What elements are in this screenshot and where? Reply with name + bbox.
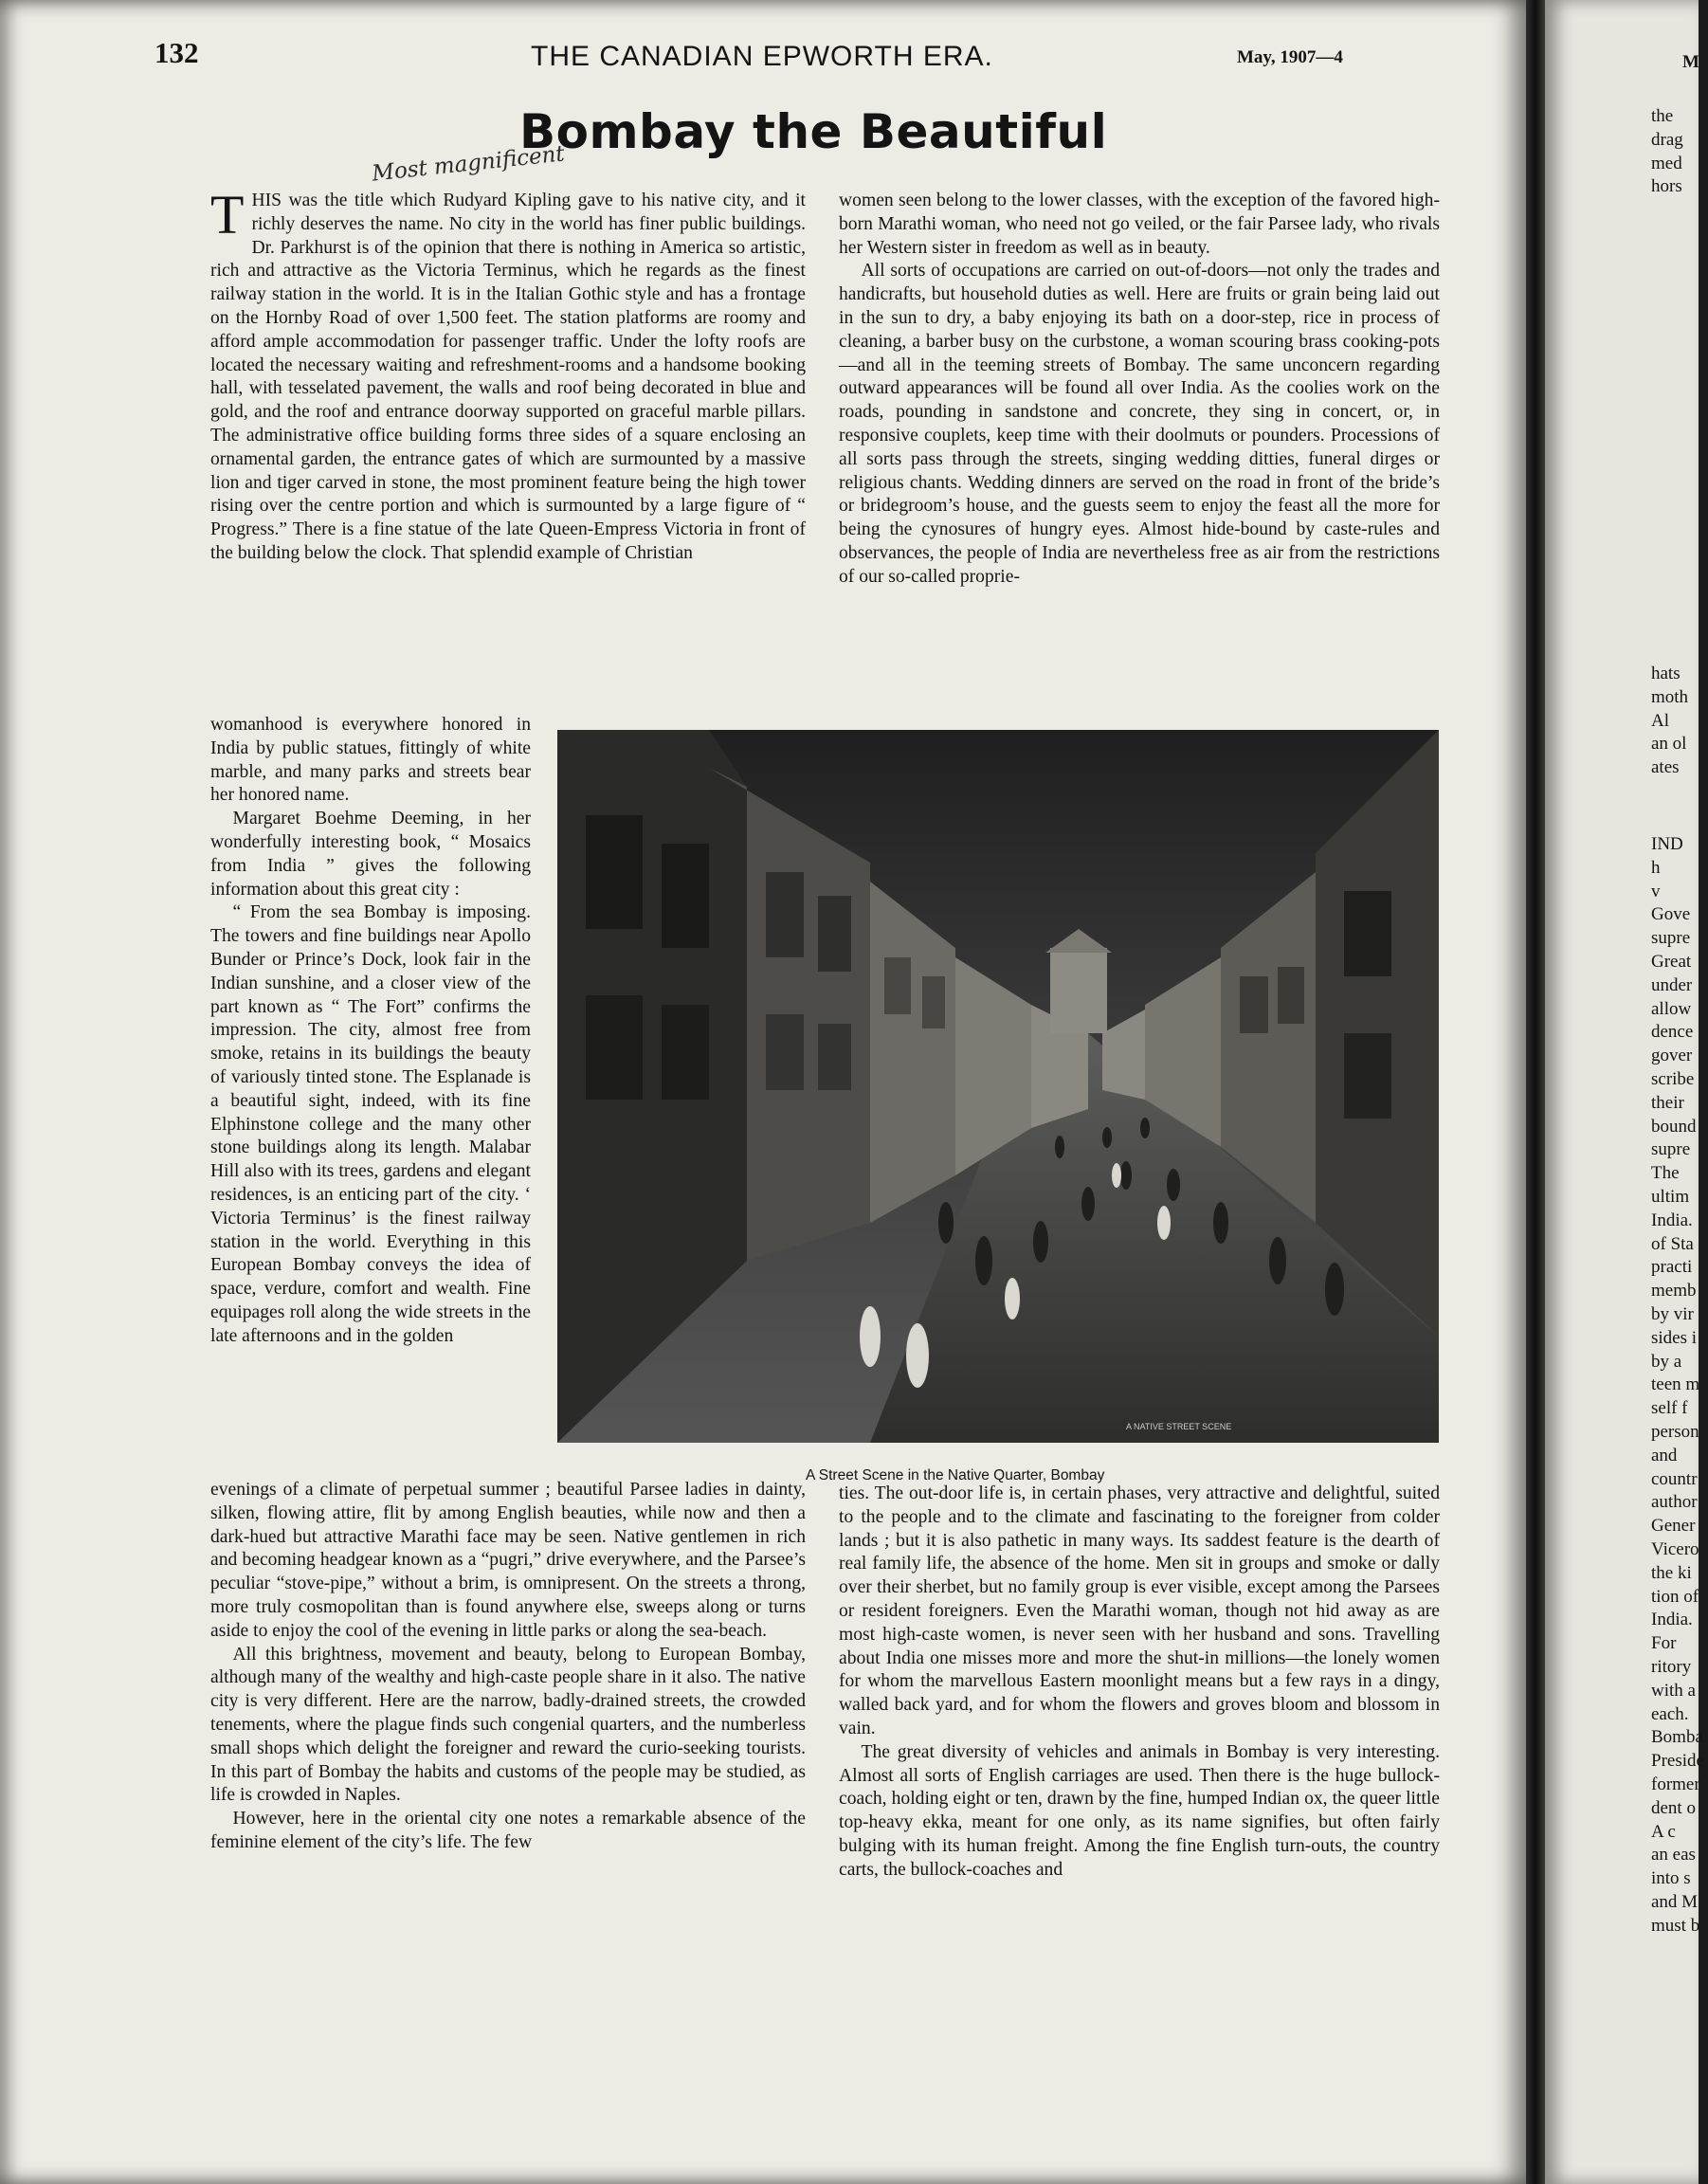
handwritten-annotation: Most magnificent [371, 141, 566, 187]
issue-date: May, 1907—4 [1237, 47, 1343, 67]
paragraph: womanhood is everywhere honored in India by public statues, fittingly of white marble, and many parks and streets bear her honored name. [210, 715, 531, 806]
paragraph: ties. The out-door life is, in certain phases, very attractive and delightful, suited to the people and to the climate and fascinating to the foreigner from colder lands ; but it is also pathetic in many ways. Its saddest feature is the dearth of real family life, the absence of the home. Men sit in groups and smoke or dally over their sherbet, but no family group is ever visible, except among the Parsees or resident foreigners. Even the Marathi woman, though not hid away as are most high-caste women, is never seen with her husband and sons. Travelling about India one misses more and more the shut-in millions—the lonely women for whom the marvellous Eastern moonlight means but a few rays in a dingy, walled back yard, and for whom the flowers and groves bloom and blossom in vain. [839, 1483, 1440, 1738]
adjacent-page-fragment: IND [1651, 834, 1683, 854]
adjacent-page-fragment: ritory [1651, 1657, 1692, 1677]
adjacent-page-fragment: ates [1651, 757, 1680, 778]
page-gutter [1526, 0, 1545, 2184]
paragraph: All sorts of occupations are carried on out-of-doors—not only the trades and handicrafts, but household duties as well. Here are fruits or grain being laid out in the sun to dry, a baby enjoying its bath on a door-step, rice in process of cleaning, a barber busy on the curbstone, a woman scouring brass cooking-pots—and all in the teeming streets of Bombay. The same unconcern regarding outward appearances will be found all over India. As the coolies work on the roads, pounding in sandstone and concrete, they sing in concert, or, in responsive couplets, keep time with their doolmuts or pounders. Processions of all sorts pass through the streets, singing wedding ditties, funeral dirges or religious chants. Wedding dinners are served on the road in front of the bride’s or bridegroom’s house, and the guests seem to enjoy the feast all the more for being the cynosures of hungry eyes. Almost hide-bound by caste-rules and observances, the people of India are nevertheless free as air from the restrictions of our so-called proprie- [839, 261, 1440, 587]
plate-inscription: A NATIVE STREET SCENE [1126, 1422, 1232, 1431]
adjacent-page-fragment: their [1651, 1092, 1684, 1113]
street-scene-illustration [557, 730, 1439, 1443]
adjacent-page-fragment: practi [1651, 1257, 1693, 1278]
adjacent-page-fragment: Gener [1651, 1516, 1696, 1537]
adjacent-page-fragment: author [1651, 1492, 1698, 1513]
adjacent-page-fragment: and M [1651, 1892, 1699, 1912]
adjacent-page-fragment: Great [1651, 952, 1692, 972]
page-number: 132 [154, 36, 199, 69]
paragraph: The great diversity of vehicles and animals in Bombay is very interesting. Almost all sorts of English carriages are used. Then there is the huge bullock-coach, holding eight or ten, drawn by the fine, humped Indian ox, the queer little top-heavy ekka, meant for one only, as its name signifies, but often fairly bulging with its human freight. Among the fine English turn-outs, the country carts, the bullock-coaches and [839, 1741, 1440, 1880]
article-title: Bombay the Beautiful [519, 104, 1108, 159]
journal-title: THE CANADIAN EPWORTH ERA. [531, 41, 993, 72]
adjacent-page-fragment: h [1651, 857, 1661, 878]
adjacent-page-fragment: Al [1651, 710, 1669, 731]
street-scene-photo [557, 730, 1439, 1443]
adjacent-page-header: M [1682, 52, 1699, 72]
adjacent-page-fragment: the [1651, 106, 1674, 126]
adjacent-page-fragment: an eas [1651, 1845, 1696, 1866]
article-column-right-top [839, 190, 1440, 590]
adjacent-page-fragment: tion of [1651, 1586, 1699, 1607]
article-column-left-top [210, 184, 806, 566]
adjacent-page-fragment: by vir [1651, 1304, 1694, 1324]
adjacent-page-fragment: The [1651, 1163, 1680, 1184]
adjacent-page-fragment: Vicero [1651, 1539, 1699, 1559]
adjacent-page [1545, 0, 1704, 2184]
adjacent-page-fragment: Preside [1651, 1751, 1704, 1772]
adjacent-page-fragment: gover [1651, 1046, 1693, 1066]
adjacent-page-fragment: hats [1651, 664, 1681, 683]
adjacent-page-fragment: the ki [1651, 1562, 1692, 1583]
adjacent-page-fragment: drag [1651, 129, 1683, 150]
adjacent-page-fragment: moth [1651, 686, 1689, 707]
drop-cap: T [210, 184, 245, 246]
adjacent-page-fragment: India. [1651, 1210, 1693, 1230]
adjacent-page-fragment: dent o [1651, 1797, 1696, 1818]
adjacent-page-fragment: scribe [1651, 1069, 1695, 1089]
adjacent-page-fragment: must b [1651, 1915, 1700, 1936]
article-column-right-bottom [839, 1483, 1440, 1883]
photo-caption: A Street Scene in the Native Quarter, Bombay [806, 1467, 1105, 1483]
adjacent-page-fragment: Bomba [1651, 1727, 1703, 1748]
adjacent-page-fragment: person [1651, 1422, 1699, 1442]
adjacent-page-fragment: an ol [1651, 734, 1687, 755]
adjacent-page-fragment: bound [1651, 1116, 1697, 1137]
adjacent-page-fragment: memb [1651, 1281, 1697, 1301]
adjacent-page-fragment: with a [1651, 1680, 1696, 1701]
adjacent-page-fragment: each. [1651, 1703, 1689, 1724]
paragraph: “ From the sea Bombay is imposing. The towers and fine buildings near Apollo Bunder or Prince’s Dock, look fair in the Indian sunshine, and a closer view of the part known as “ The Fort” confirms the impression. The city, almost free from smoke, retains in its buildings the beauty of variously tinted stone. The Esplanade is a beautiful sight, indeed, with its fine Elphinstone college and the many other stone buildings along its length. Malabar Hill also with its trees, gardens and elegant residences, is an enticing part of the city. ‘ Victoria Terminus’ is the finest railway station in the world. Everything in this European Bombay conveys the idea of space, verdure, comfort and wealth. Fine equipages roll along the wide streets in the late afternoons and in the golden [210, 902, 531, 1346]
adjacent-page-fragment: into s [1651, 1868, 1691, 1889]
adjacent-page-fragment: former [1651, 1774, 1700, 1794]
adjacent-page-fragment: of Sta [1651, 1233, 1694, 1254]
adjacent-page-fragment: med [1651, 153, 1682, 173]
adjacent-page-fragment: and [1651, 1445, 1678, 1465]
adjacent-page-fragment: sides i [1651, 1327, 1698, 1348]
adjacent-page-fragment: For [1651, 1633, 1677, 1654]
adjacent-page-fragment: by a [1651, 1351, 1682, 1372]
paragraph-text: HIS was the title which Rudyard Kipling gave to his native city, and it richly deserves the name. No city in the world has finer public buildings. Dr. Parkhurst is of the opinion that there is nothing in America so artistic, rich and attractive as the Victoria Terminus, which he regards as the finest railway station in the world. It is in the Italian Gothic style and has a frontage on the Hornby Road of over 1,500 feet. The station platforms are roomy and afford ample accommodation for passenger traffic. Under the lofty roofs are located the necessary waiting and refreshment-rooms and a handsome booking hall, with tesselated pavement, the walls and roof being decorated in blue and gold, and the roof and entrance doorway supported on graceful marble pillars. The administrative office building forms three sides of a square enclosing an ornamental garden, the entrance gates of which are surmounted by a massive lion and tiger carved in stone, the most prominent feature being the high tower rising over the centre portion and which is surmounted by a large figure of “ Progress.” There is a fine statue of the late Queen-Empress Victoria in front of the building below the clock. That splendid example of Christian [210, 191, 806, 563]
adjacent-page-fragment: under [1651, 974, 1693, 995]
paragraph: However, here in the oriental city one notes a remarkable absence of the feminine element of the city’s life. The few [210, 1809, 806, 1852]
adjacent-page-fragment: dence [1651, 1022, 1694, 1043]
article-column-left-beside-photo [210, 714, 531, 1349]
paragraph [210, 184, 806, 566]
adjacent-page-fragment: countr [1651, 1468, 1698, 1489]
adjacent-page-fragment: self f [1651, 1398, 1688, 1419]
adjacent-page-fragment: supre [1651, 1139, 1691, 1160]
adjacent-page-fragment: allow [1651, 998, 1692, 1019]
adjacent-page-fragment: ultim [1651, 1187, 1690, 1207]
paragraph: evenings of a climate of perpetual summer ; beautiful Parsee ladies in dainty, silken, flowing attire, flit by among English beauties, while now and then a dark-hued but attractive Marathi face may be seen. Native gentlemen in rich and becoming headgear known as a “pugri,” drive everywhere, and the Parsee’s peculiar “stove-pipe,” without a brim, is omnipresent. On the streets a throng, more truly cosmopolitan than is found anywhere else, sweeps along or turns aside to enjoy the cool of the evening in little parks or along the sea-beach. [210, 1480, 806, 1641]
adjacent-page-fragment: teen m [1651, 1374, 1700, 1395]
adjacent-page-fragment: v [1651, 881, 1661, 901]
adjacent-page-fragment: India. [1651, 1610, 1693, 1630]
adjacent-page-fragment: hors [1651, 176, 1682, 197]
adjacent-page-fragment: supre [1651, 928, 1691, 949]
article-column-left-bottom [210, 1479, 806, 1855]
adjacent-page-fragment: Gove [1651, 904, 1691, 925]
adjacent-page-fragment: A c [1651, 1821, 1676, 1842]
paragraph: women seen belong to the lower classes, with the exception of the favored high-born Marathi woman, who need not go veiled, or the fair Parsee lady, who rivals her Western sister in freedom as well as in beauty. [839, 191, 1440, 258]
paragraph: All this brightness, movement and beauty, belong to European Bombay, although many of the wealthy and high-caste people share in it also. The native city is very different. Here are the narrow, badly-drained streets, the crowded tenements, where the plague finds such congenial quarters, and the numberless small shops which delight the foreigner and reward the curio-seeking tourists. In this part of Bombay the habits and customs of the people may be studied, as life is crowded in Naples. [210, 1644, 806, 1806]
paragraph: Margaret Boehme Deeming, in her wonderfully interesting book, “ Mosaics from India ” gives the following information about this great city : [210, 809, 531, 900]
